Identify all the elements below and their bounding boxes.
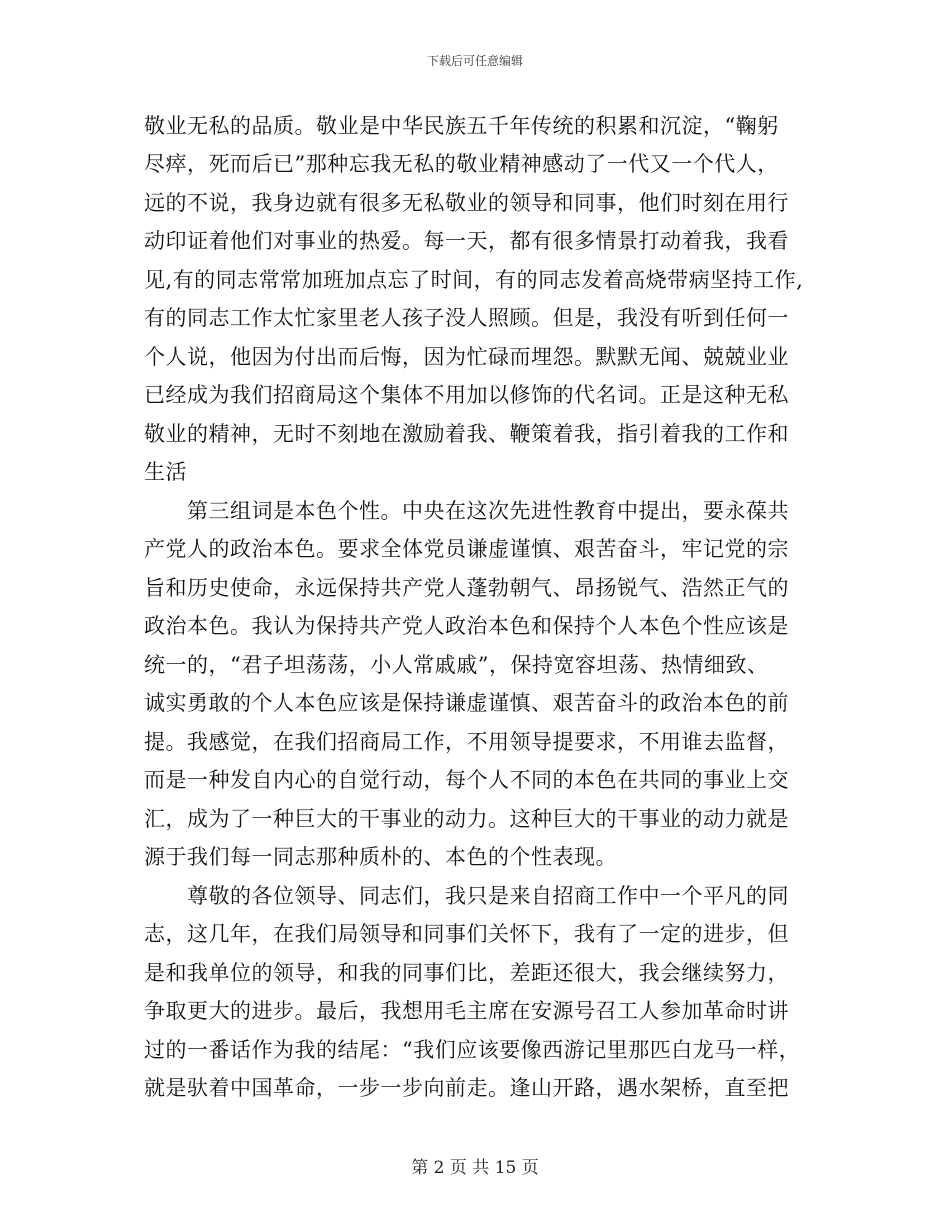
text-line: 政治本色。我认为保持共产党人政治本色和保持个人本色个性应该是 (144, 614, 789, 638)
text-line: 已经成为我们招商局这个集体不用加以修饰的代名词。正是这种无私 (144, 383, 789, 407)
text-line: 远的不说，我身边就有很多无私敬业的领导和同事，他们时刻在用行 (144, 191, 789, 215)
text-line: 就是驮着中国革命，一步一步向前走。逢山开路，遇水架桥，直至把 (144, 1076, 789, 1100)
text-line: 生活 (144, 460, 187, 484)
text-line: 争取更大的进步。最后，我想用毛主席在安源号召工人参加革命时讲 (144, 999, 789, 1023)
text-line: 统一的，“君子坦荡荡，小人常戚戚”，保持宽容坦荡、热情细致、 (144, 653, 769, 677)
text-line: 第三组词是本色个性。中央在这次先进性教育中提出，要永葆共 (144, 499, 789, 523)
page-header: 下载后可任意编辑 (426, 54, 523, 68)
text-line: 而是一种发自内心的自觉行动，每个人不同的本色在共同的事业上交 (144, 768, 789, 792)
text-line: 动印证着他们对事业的热爱。每一天，都有很多情景打动着我，我看 (144, 229, 789, 253)
text-line: 过的一番话作为我的结尾：“我们应该要像西游记里那匹白龙马一样， (144, 1038, 801, 1062)
text-line: 诚实勇敢的个人本色应该是保持谦虚谨慎、艰苦奋斗的政治本色的前 (144, 691, 789, 715)
text-line: 志，这几年，在我们局领导和同事们关怀下，我有了一定的进步，但 (144, 922, 789, 946)
text-line: 源于我们每一同志那种质朴的、本色的个性表现。 (144, 845, 617, 869)
text-line: 旨和历史使命，永远保持共产党人蓬勃朝气、昂扬锐气、浩然正气的 (144, 576, 789, 600)
text-line: 个人说，他因为付出而后悔，因为忙碌而埋怨。默默无闻、兢兢业业 (144, 345, 789, 369)
text-line: 敬业无私的品质。敬业是中华民族五千年传统的积累和沉淀，“鞠躬 (144, 114, 779, 138)
text-line: 产党人的政治本色。要求全体党员谦虚谨慎、艰苦奋斗，牢记党的宗 (144, 537, 789, 561)
text-line: 是和我单位的领导，和我的同事们比，差距还很大，我会继续努力， (144, 961, 789, 985)
text-line: 尊敬的各位领导、同志们，我只是来自招商工作中一个平凡的同 (144, 884, 789, 908)
text-line: 尽瘁，死而后已”那种忘我无私的敬业精神感动了一代又一个代人， (144, 152, 779, 176)
text-line: 有的同志工作太忙家里老人孩子没人照顾。但是，我没有听到任何一 (144, 306, 789, 330)
text-line: 提。我感觉，在我们招商局工作，不用领导提要求，不用谁去监督， (144, 730, 789, 754)
text-line: 敬业的精神，无时不刻地在激励着我、鞭策着我，指引着我的工作和 (144, 422, 789, 446)
text-line: 汇，成为了一种巨大的干事业的动力。这种巨大的干事业的动力就是 (144, 807, 789, 831)
page-number-footer: 第 2 页 共 15 页 (411, 1158, 539, 1178)
text-line: 见,有的同志常常加班加点忘了时间，有的同志发着高烧带病坚持工作, (144, 268, 804, 292)
